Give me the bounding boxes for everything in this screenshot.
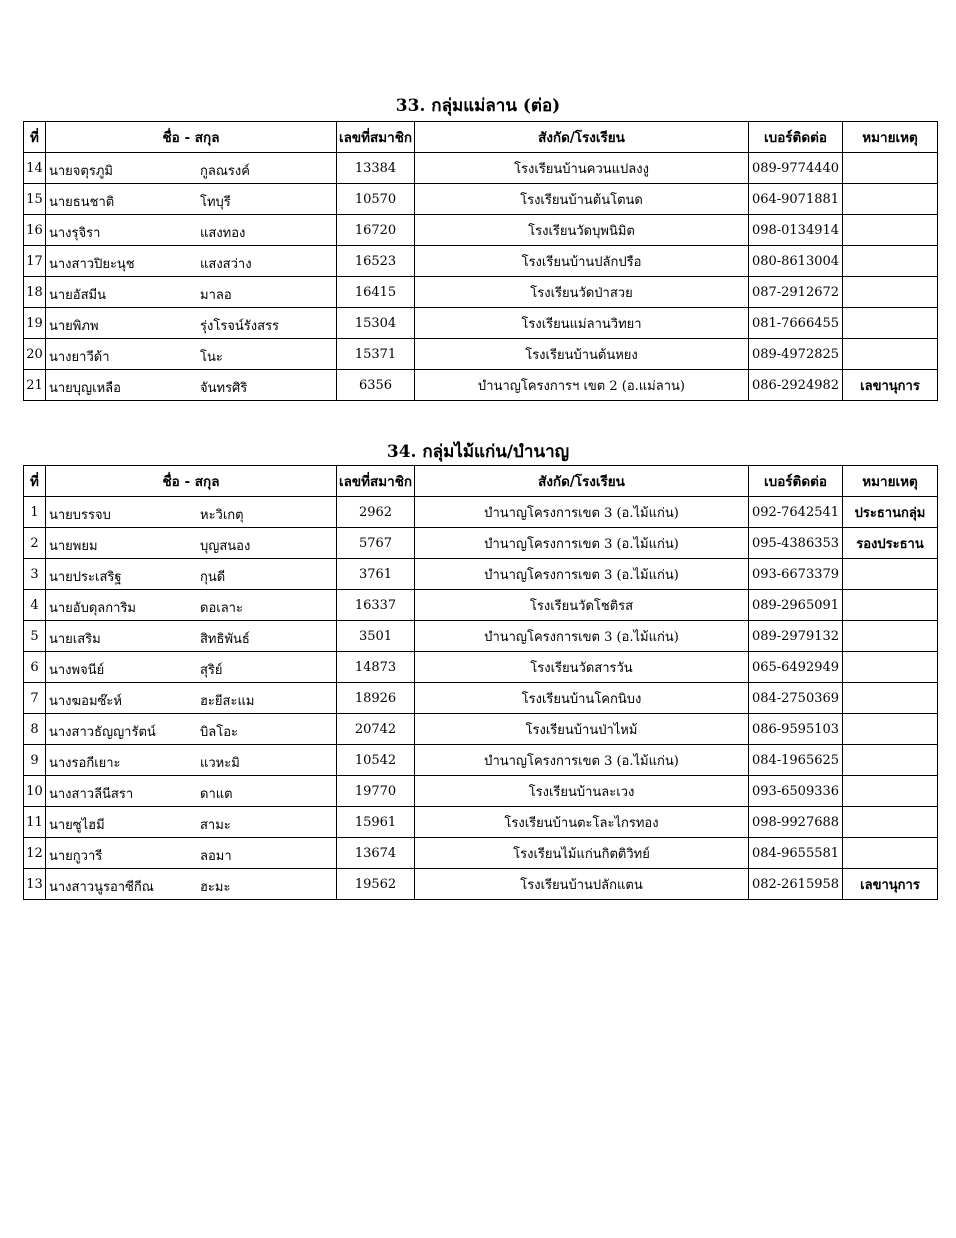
last-name: ฮะยีสะแม	[200, 694, 255, 709]
last-name: ฮะมะ	[200, 880, 231, 895]
cell-no: 8	[24, 714, 46, 745]
cell-affiliation: โรงเรียนวัดสารวัน	[415, 652, 749, 683]
cell-name	[46, 339, 337, 370]
cell-phone: 098-0134914	[749, 215, 843, 246]
cell-no: 9	[24, 745, 46, 776]
table-row	[24, 621, 938, 652]
cell-phone: 092-7642541	[749, 497, 843, 528]
last-name: โทบุรี	[200, 195, 231, 210]
cell-member-id: 14873	[337, 652, 415, 683]
table-row	[24, 807, 938, 838]
cell-remark: เลขานุการ	[843, 869, 938, 900]
last-name: บิลโอะ	[200, 725, 238, 740]
cell-affiliation: โรงเรียนบ้านโคกนิบง	[415, 683, 749, 714]
first-name: นางรุจิรา	[49, 226, 101, 241]
cell-affiliation: โรงเรียนบ้านต้นโตนด	[415, 184, 749, 215]
table-row	[24, 497, 938, 528]
cell-phone: 065-6492949	[749, 652, 843, 683]
table-row	[24, 308, 938, 339]
cell-affiliation: บำนาญโครงการเขต 3 (อ.ไม้แก่น)	[415, 745, 749, 776]
cell-remark	[843, 308, 938, 339]
last-name: แสงสว่าง	[200, 257, 252, 272]
cell-phone: 095-4386353	[749, 528, 843, 559]
header-no: ที่	[24, 466, 46, 497]
last-name: หะวิเกตุ	[200, 508, 244, 523]
cell-name	[46, 370, 337, 401]
last-name: รุ่งโรจน์รังสรร	[200, 319, 280, 334]
cell-phone: 082-2615958	[749, 869, 843, 900]
last-name: ดอเลาะ	[200, 601, 243, 616]
first-name: นางพจนีย์	[49, 663, 105, 678]
cell-phone: 089-4972825	[749, 339, 843, 370]
header-member-id: เลขที่สมาชิก	[337, 122, 415, 153]
cell-name	[46, 621, 337, 652]
cell-member-id: 16720	[337, 215, 415, 246]
cell-remark	[843, 559, 938, 590]
table-header-row	[24, 122, 938, 153]
first-name: นายเสริม	[49, 632, 101, 647]
cell-member-id: 10570	[337, 184, 415, 215]
cell-affiliation: โรงเรียนบ้านปลักปรือ	[415, 246, 749, 277]
cell-no: 1	[24, 497, 46, 528]
first-name: นายธนชาติ	[49, 195, 115, 210]
cell-affiliation: โรงเรียนบ้านป่าไหม้	[415, 714, 749, 745]
first-name: นายอัสมีน	[49, 288, 107, 303]
cell-name	[46, 590, 337, 621]
first-name: นายกูวารี	[49, 849, 103, 864]
last-name: สามะ	[200, 818, 231, 833]
cell-affiliation: โรงเรียนบ้านละเวง	[415, 776, 749, 807]
cell-member-id: 16415	[337, 277, 415, 308]
cell-member-id: 6356	[337, 370, 415, 401]
cell-no: 11	[24, 807, 46, 838]
cell-name	[46, 215, 337, 246]
cell-no: 12	[24, 838, 46, 869]
cell-no: 4	[24, 590, 46, 621]
cell-name	[46, 745, 337, 776]
cell-remark	[843, 776, 938, 807]
cell-remark	[843, 590, 938, 621]
header-remark: หมายเหตุ	[843, 466, 938, 497]
header-member-id: เลขที่สมาชิก	[337, 466, 415, 497]
cell-phone: 086-9595103	[749, 714, 843, 745]
cell-no: 16	[24, 215, 46, 246]
first-name: นายอับดุลการิม	[49, 601, 136, 616]
last-name: จันทรศิริ	[200, 381, 248, 396]
cell-affiliation: บำนาญโครงการฯ เขต 2 (อ.แม่ลาน)	[415, 370, 749, 401]
cell-member-id: 5767	[337, 528, 415, 559]
cell-no: 18	[24, 277, 46, 308]
cell-affiliation: โรงเรียนบ้านตะโละไกรทอง	[415, 807, 749, 838]
table-row	[24, 590, 938, 621]
cell-remark	[843, 215, 938, 246]
cell-phone: 064-9071881	[749, 184, 843, 215]
header-affiliation: สังกัด/โรงเรียน	[415, 122, 749, 153]
cell-no: 21	[24, 370, 46, 401]
table-row	[24, 714, 938, 745]
last-name: กูลณรงค์	[200, 164, 250, 179]
cell-name	[46, 683, 337, 714]
header-name: ชื่อ - สกุล	[46, 122, 337, 153]
cell-remark: ประธานกลุ่ม	[843, 497, 938, 528]
cell-name	[46, 714, 337, 745]
cell-phone: 093-6509336	[749, 776, 843, 807]
cell-name	[46, 838, 337, 869]
cell-affiliation: โรงเรียนบ้านปลักแตน	[415, 869, 749, 900]
first-name: นางรอกีเยาะ	[49, 756, 121, 771]
cell-no: 7	[24, 683, 46, 714]
cell-member-id: 19562	[337, 869, 415, 900]
last-name: กุนดี	[200, 570, 226, 585]
table-row	[24, 745, 938, 776]
cell-phone: 098-9927688	[749, 807, 843, 838]
header-remark: หมายเหตุ	[843, 122, 938, 153]
cell-name	[46, 528, 337, 559]
first-name: นางสาวธัญญารัตน์	[49, 725, 156, 740]
cell-name	[46, 869, 337, 900]
cell-remark	[843, 153, 938, 184]
cell-remark	[843, 683, 938, 714]
cell-member-id: 10542	[337, 745, 415, 776]
first-name: นายประเสริฐ	[49, 570, 122, 585]
cell-member-id: 20742	[337, 714, 415, 745]
cell-no: 2	[24, 528, 46, 559]
group-33-table	[23, 121, 938, 401]
cell-remark	[843, 838, 938, 869]
cell-remark	[843, 184, 938, 215]
cell-name	[46, 559, 337, 590]
first-name: นายซูไฮมี	[49, 818, 105, 833]
cell-phone: 089-2965091	[749, 590, 843, 621]
cell-no: 17	[24, 246, 46, 277]
cell-no: 3	[24, 559, 46, 590]
first-name: นางสาวปิยะนุช	[49, 257, 135, 272]
cell-name	[46, 652, 337, 683]
last-name: แสงทอง	[200, 226, 246, 241]
first-name: นายบุญเหลือ	[49, 381, 121, 396]
cell-remark	[843, 621, 938, 652]
cell-remark	[843, 807, 938, 838]
cell-remark	[843, 339, 938, 370]
cell-phone: 087-2912672	[749, 277, 843, 308]
cell-member-id: 3501	[337, 621, 415, 652]
cell-affiliation: โรงเรียนไม้แก่นกิตติวิทย์	[415, 838, 749, 869]
group-33-title: 33. กลุ่มแม่ลาน (ต่อ)	[395, 96, 561, 116]
cell-member-id: 16523	[337, 246, 415, 277]
cell-affiliation: โรงเรียนแม่ลานวิทยา	[415, 308, 749, 339]
cell-no: 5	[24, 621, 46, 652]
table-header-row	[24, 466, 938, 497]
first-name: นางสาวลีนีสรา	[49, 787, 134, 802]
cell-phone: 081-7666455	[749, 308, 843, 339]
table-row	[24, 277, 938, 308]
cell-affiliation: โรงเรียนบ้านควนแปลงงู	[415, 153, 749, 184]
cell-phone: 086-2924982	[749, 370, 843, 401]
cell-affiliation: บำนาญโครงการเขต 3 (อ.ไม้แก่น)	[415, 621, 749, 652]
table-row	[24, 683, 938, 714]
cell-affiliation: บำนาญโครงการเขต 3 (อ.ไม้แก่น)	[415, 528, 749, 559]
first-name: นางฆอมซ๊ะห์	[49, 694, 122, 709]
last-name: สุริย์	[200, 663, 223, 678]
first-name: นายจตุรภูมิ	[49, 164, 113, 179]
cell-remark	[843, 714, 938, 745]
cell-name	[46, 153, 337, 184]
cell-name	[46, 246, 337, 277]
last-name: ลอมา	[200, 849, 232, 864]
cell-phone: 093-6673379	[749, 559, 843, 590]
table-row	[24, 528, 938, 559]
cell-remark	[843, 277, 938, 308]
cell-member-id: 16337	[337, 590, 415, 621]
cell-remark	[843, 246, 938, 277]
first-name: นายพยม	[49, 539, 98, 554]
table-row	[24, 838, 938, 869]
cell-name	[46, 184, 337, 215]
cell-member-id: 15371	[337, 339, 415, 370]
table-row	[24, 215, 938, 246]
last-name: มาลอ	[200, 288, 232, 303]
first-name: นางยาวีด้า	[49, 350, 110, 365]
cell-no: 10	[24, 776, 46, 807]
cell-phone: 080-8613004	[749, 246, 843, 277]
header-no: ที่	[24, 122, 46, 153]
cell-affiliation: บำนาญโครงการเขต 3 (อ.ไม้แก่น)	[415, 559, 749, 590]
cell-name	[46, 776, 337, 807]
cell-affiliation: โรงเรียนบ้านต้นหยง	[415, 339, 749, 370]
cell-remark: เลขานุการ	[843, 370, 938, 401]
last-name: แวหะมิ	[200, 756, 240, 771]
cell-phone: 084-1965625	[749, 745, 843, 776]
header-phone: เบอร์ติดต่อ	[749, 122, 843, 153]
cell-member-id: 19770	[337, 776, 415, 807]
cell-affiliation: โรงเรียนวัดโชติรส	[415, 590, 749, 621]
last-name: สิทธิพันธ์	[200, 632, 250, 647]
table-row	[24, 776, 938, 807]
table-row	[24, 652, 938, 683]
first-name: นายพิภพ	[49, 319, 99, 334]
table-row	[24, 153, 938, 184]
table-row	[24, 339, 938, 370]
last-name: ดาแต	[200, 787, 233, 802]
cell-name	[46, 497, 337, 528]
cell-phone: 084-9655581	[749, 838, 843, 869]
cell-affiliation: โรงเรียนวัดบุพนิมิต	[415, 215, 749, 246]
last-name: บุญสนอง	[200, 539, 251, 554]
cell-name	[46, 807, 337, 838]
cell-phone: 084-2750369	[749, 683, 843, 714]
cell-remark	[843, 652, 938, 683]
cell-no: 13	[24, 869, 46, 900]
cell-name	[46, 308, 337, 339]
cell-member-id: 13674	[337, 838, 415, 869]
first-name: นางสาวนูรอาซีกีณ	[49, 880, 154, 895]
cell-member-id: 3761	[337, 559, 415, 590]
first-name: นายบรรจบ	[49, 508, 111, 523]
cell-no: 20	[24, 339, 46, 370]
cell-no: 19	[24, 308, 46, 339]
header-name: ชื่อ - สกุล	[46, 466, 337, 497]
cell-affiliation: บำนาญโครงการเขต 3 (อ.ไม้แก่น)	[415, 497, 749, 528]
group-34-title: 34. กลุ่มไม้แก่น/บำนาญ	[386, 442, 570, 462]
cell-name	[46, 277, 337, 308]
cell-affiliation: โรงเรียนวัดป่าสวย	[415, 277, 749, 308]
table-row	[24, 370, 938, 401]
table-row	[24, 184, 938, 215]
group-34-table	[23, 465, 938, 900]
cell-no: 6	[24, 652, 46, 683]
table-row	[24, 559, 938, 590]
table-row	[24, 869, 938, 900]
cell-member-id: 13384	[337, 153, 415, 184]
cell-phone: 089-9774440	[749, 153, 843, 184]
cell-member-id: 15304	[337, 308, 415, 339]
cell-phone: 089-2979132	[749, 621, 843, 652]
cell-member-id: 18926	[337, 683, 415, 714]
header-affiliation: สังกัด/โรงเรียน	[415, 466, 749, 497]
cell-no: 14	[24, 153, 46, 184]
table-row	[24, 246, 938, 277]
header-phone: เบอร์ติดต่อ	[749, 466, 843, 497]
last-name: โนะ	[200, 350, 223, 365]
cell-remark: รองประธาน	[843, 528, 938, 559]
cell-member-id: 15961	[337, 807, 415, 838]
cell-no: 15	[24, 184, 46, 215]
cell-member-id: 2962	[337, 497, 415, 528]
cell-remark	[843, 745, 938, 776]
